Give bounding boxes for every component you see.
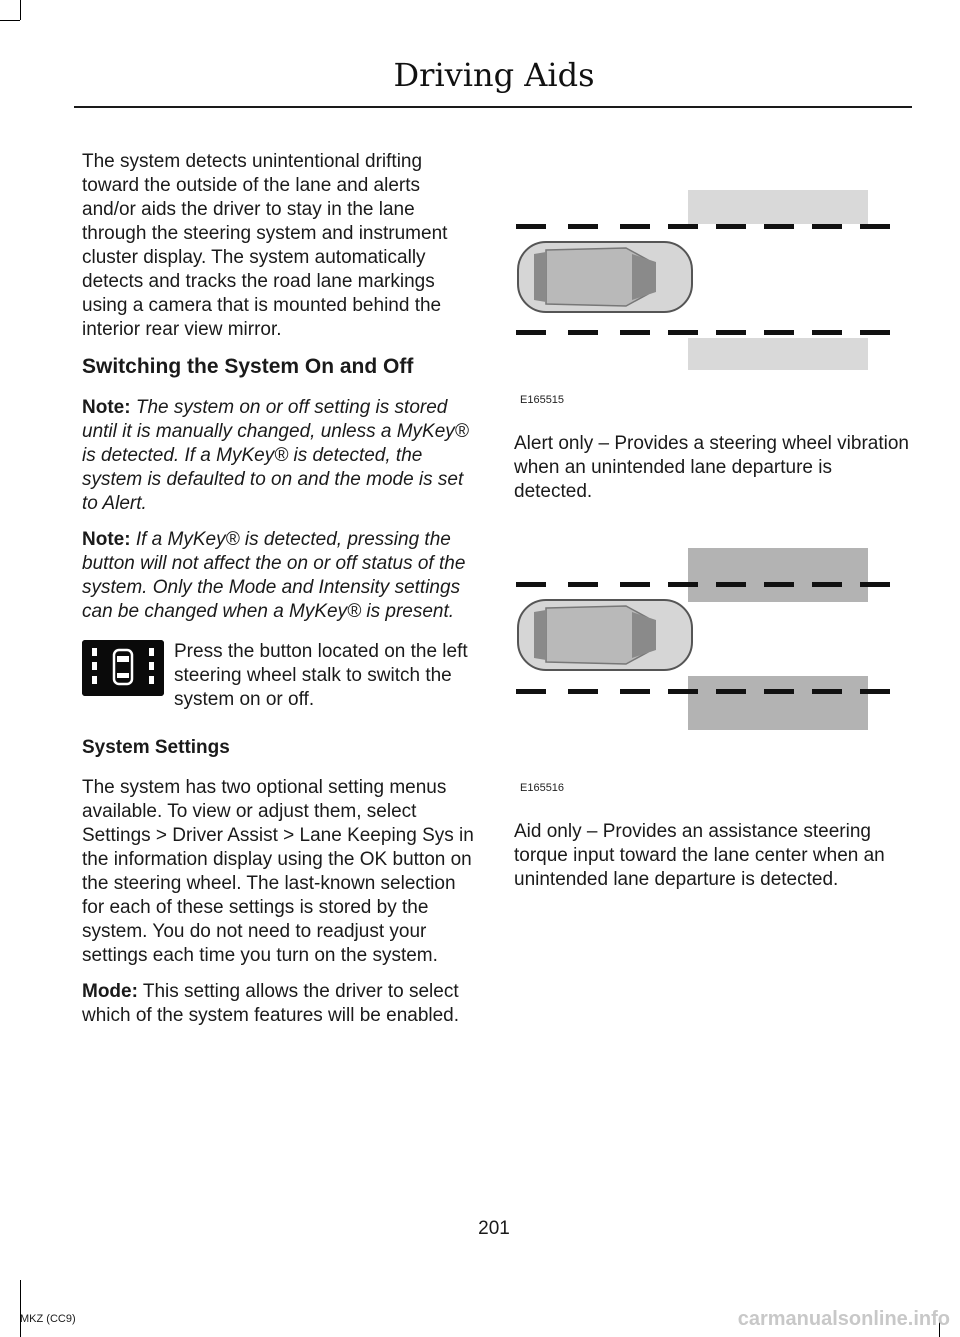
note-paragraph [82,396,476,516]
button-instruction [82,640,476,712]
mode-label: Mode: [82,981,138,1002]
page-number: 201 [478,1218,510,1239]
note-label: Note: [82,397,131,418]
note-label: Note: [82,529,131,550]
aid-zone [688,548,868,602]
header-rule [74,106,912,108]
model-code: MKZ (CC9) [20,1313,76,1325]
left-column [82,150,476,1040]
note-text: If a MyKey® is detected, pressing the button will not affect the on or off status of the system. Only the Mode and Intensity settings can be changed when a MyKey® is present. [82,529,466,622]
intro-paragraph: The system detects unintentional drifting toward the outside of the lane and alerts and/or aids the driver to stay in the lane through the steering system and instrument cluster display. The system automatically detects and tracks the road lane markings using a camera that is mounted behind the interior rear view mirror. [82,151,448,340]
mode-paragraph [82,980,476,1028]
aid-figure [516,548,896,794]
figure-id: E165515 [520,394,565,406]
settings-paragraph: The system has two optional setting menus available. To view or adjust them, select Settings > Driver Assist > Lane Keeping Sys in the information display using the OK button on the steering wheel. The last-known selection for each of these settings is stored by the system. You do not need to readjust your settings each time you turn on the system. [82,777,474,966]
alert-zone [688,190,868,224]
section-heading-settings: System Settings [82,737,230,758]
watermark: carmanualsonline.info [737,1308,950,1330]
right-column [514,150,914,904]
lane-diagram [516,548,896,774]
figure-id: E165516 [520,782,565,794]
note-paragraph [82,528,476,624]
alert-zone [688,338,868,370]
page-title: Driving Aids [393,56,595,94]
alert-figure [516,150,896,406]
note-text: The system on or off setting is stored until it is manually changed, unless a MyKey® is detected. If a MyKey® is detected, the system is defaulted to on and the mode is set to Alert. [82,397,469,514]
mode-text: This setting allows the driver to select which of the system features will be enabled. [82,981,460,1026]
lane-keeping-button-icon [82,640,164,696]
aid-description: Aid only – Provides an assistance steering torque input toward the lane center when an unintended lane departure is detected. [514,821,885,890]
crop-mark [0,20,20,21]
lane-diagram [516,150,896,386]
button-instruction-text: Press the button located on the left steering wheel stalk to switch the system on or off. [174,641,468,710]
crop-mark [20,1280,21,1337]
section-heading-switch: Switching the System On and Off [82,355,414,378]
car-illustration [518,242,692,312]
aid-zone [688,676,868,730]
crop-mark [20,0,21,20]
alert-description: Alert only – Provides a steering wheel vibration when an unintended lane departure is detected. [514,433,909,502]
car-illustration [518,600,692,670]
